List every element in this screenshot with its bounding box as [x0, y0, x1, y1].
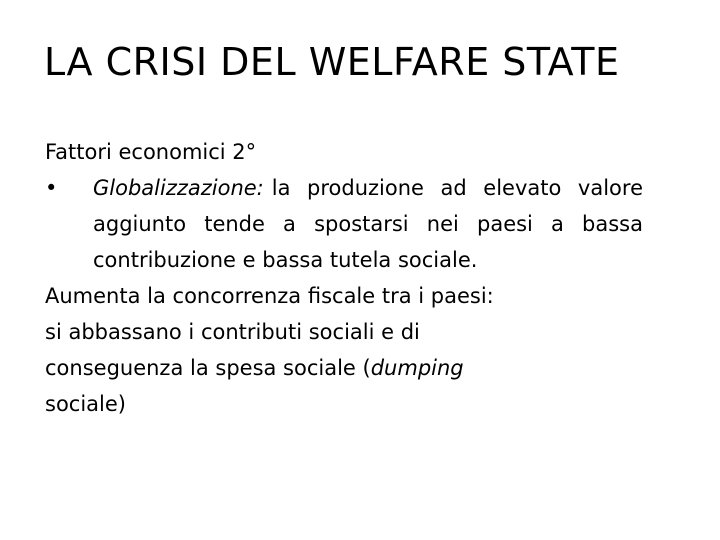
paragraph-line-1: Aumenta la concorrenza fiscale tra i paesi:: [45, 284, 494, 308]
bullet-marker: •: [45, 176, 58, 200]
bullet-text: [93, 170, 643, 278]
paragraph-line-3-text: conseguenza la spesa sociale (: [45, 356, 371, 380]
paragraph-italic-term: dumping: [370, 356, 464, 380]
section-heading: Fattori economici 2°: [45, 140, 257, 164]
paragraph-line-3: [45, 350, 645, 386]
bullet-description: la produzione ad elevato valore aggiunto tende a spostarsi nei paesi a bassa contribuzione e bassa tutela sociale.: [93, 176, 643, 272]
slide-title: LA CRISI DEL WELFARE STATE: [44, 40, 620, 84]
paragraph-line-2: si abbassano i contributi sociali e di: [45, 320, 420, 344]
slide-body: [45, 134, 645, 422]
bullet-term: Globalizzazione:: [93, 176, 264, 200]
paragraph-line-4: sociale): [45, 392, 126, 416]
bullet-item: [45, 170, 643, 278]
